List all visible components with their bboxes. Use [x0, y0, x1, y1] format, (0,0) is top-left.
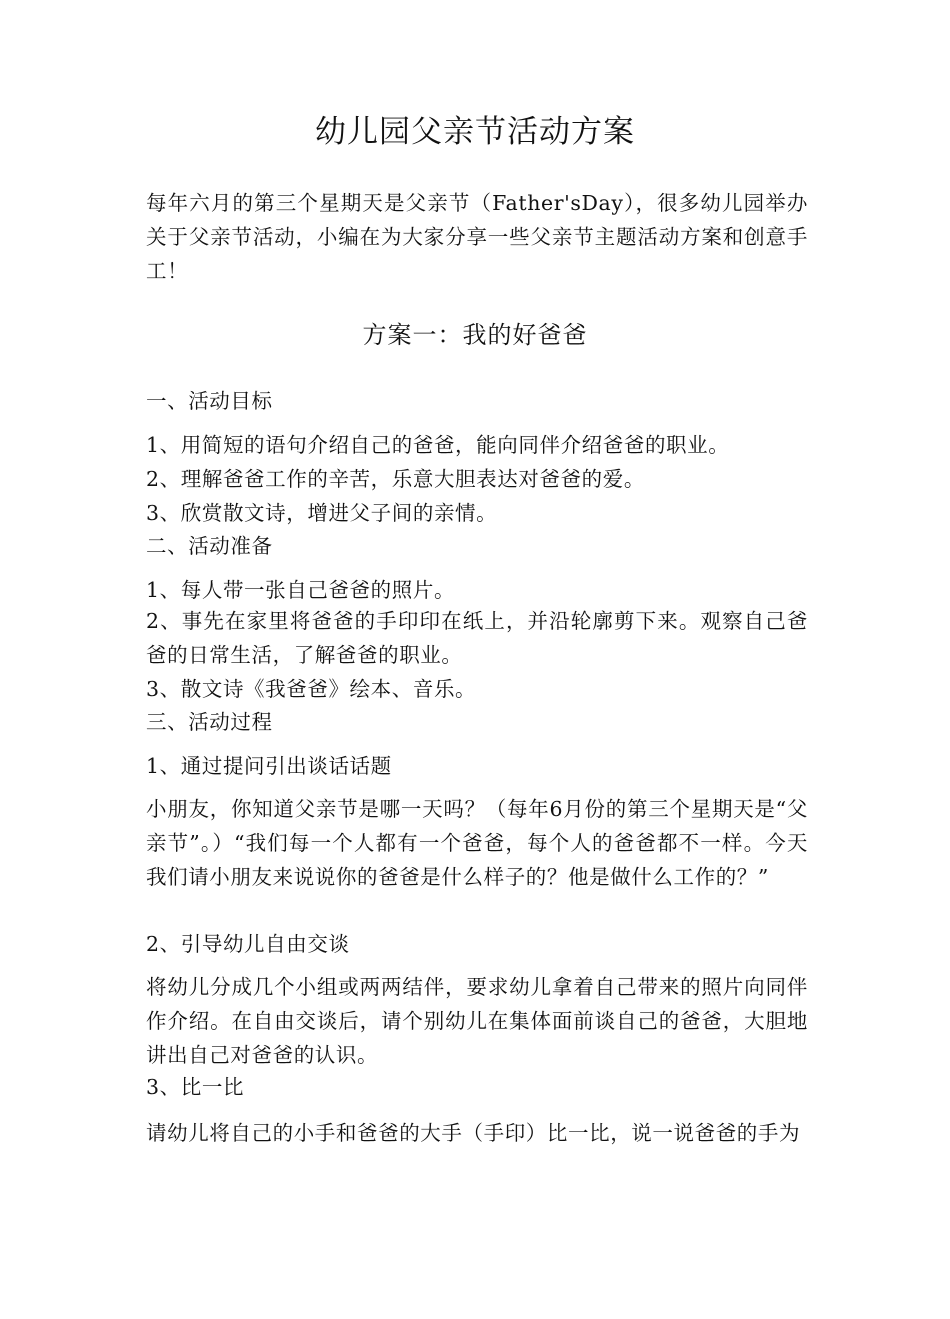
prep-item-1: 1、每人带一张自己爸爸的照片。 [146, 578, 456, 602]
prep-item-2: 2、事先在家里将爸爸的手印印在纸上，并沿轮廓剪下来。观察自己爸爸的日常生活，了解爸爸的职业。 [146, 609, 808, 667]
goal-item-2: 2、理解爸爸工作的辛苦，乐意大胆表达对爸爸的爱。 [146, 467, 645, 491]
intro-paragraph: 每年六月的第三个星期天是父亲节（Father'sDay），很多幼儿园举办关于父亲节活动，小编在为大家分享一些父亲节主题活动方案和创意手工！ [146, 191, 808, 283]
goal-item-3: 3、欣赏散文诗，增进父子间的亲情。 [146, 501, 498, 525]
section-heading-goals: 一、活动目标 [146, 389, 273, 413]
plan-one-title: 方案一：我的好爸爸 [362, 321, 588, 349]
step-2-text: 将幼儿分成几个小组或两两结伴，要求幼儿拿着自己带来的照片向同伴作介绍。在自由交谈后，请个别幼儿在集体面前谈自己的爸爸，大胆地讲出自己对爸爸的认识。 [146, 975, 808, 1067]
step-3-text: 请幼儿将自己的小手和爸爸的大手（手印）比一比，说一说爸爸的手为 [146, 1121, 801, 1145]
step-1-heading: 1、通过提问引出谈话话题 [146, 754, 392, 778]
step-2-heading: 2、引导幼儿自由交谈 [146, 932, 350, 956]
prep-item-3: 3、散文诗《我爸爸》绘本、音乐。 [146, 677, 477, 701]
goal-item-1: 1、用简短的语句介绍自己的爸爸，能向同伴介绍爸爸的职业。 [146, 433, 730, 457]
section-heading-preparation: 二、活动准备 [146, 534, 273, 558]
step-1-text: 小朋友，你知道父亲节是哪一天吗？（每年6月份的第三个星期天是“父亲节”。）“我们每一个人都有一个爸爸，每个人的爸爸都不一样。今天我们请小朋友来说说你的爸爸是什么样子的？他是做什么工作的？” [146, 797, 808, 889]
document-title: 幼儿园父亲节活动方案 [315, 114, 635, 150]
section-heading-process: 三、活动过程 [146, 710, 273, 734]
step-3-heading: 3、比一比 [146, 1075, 245, 1099]
